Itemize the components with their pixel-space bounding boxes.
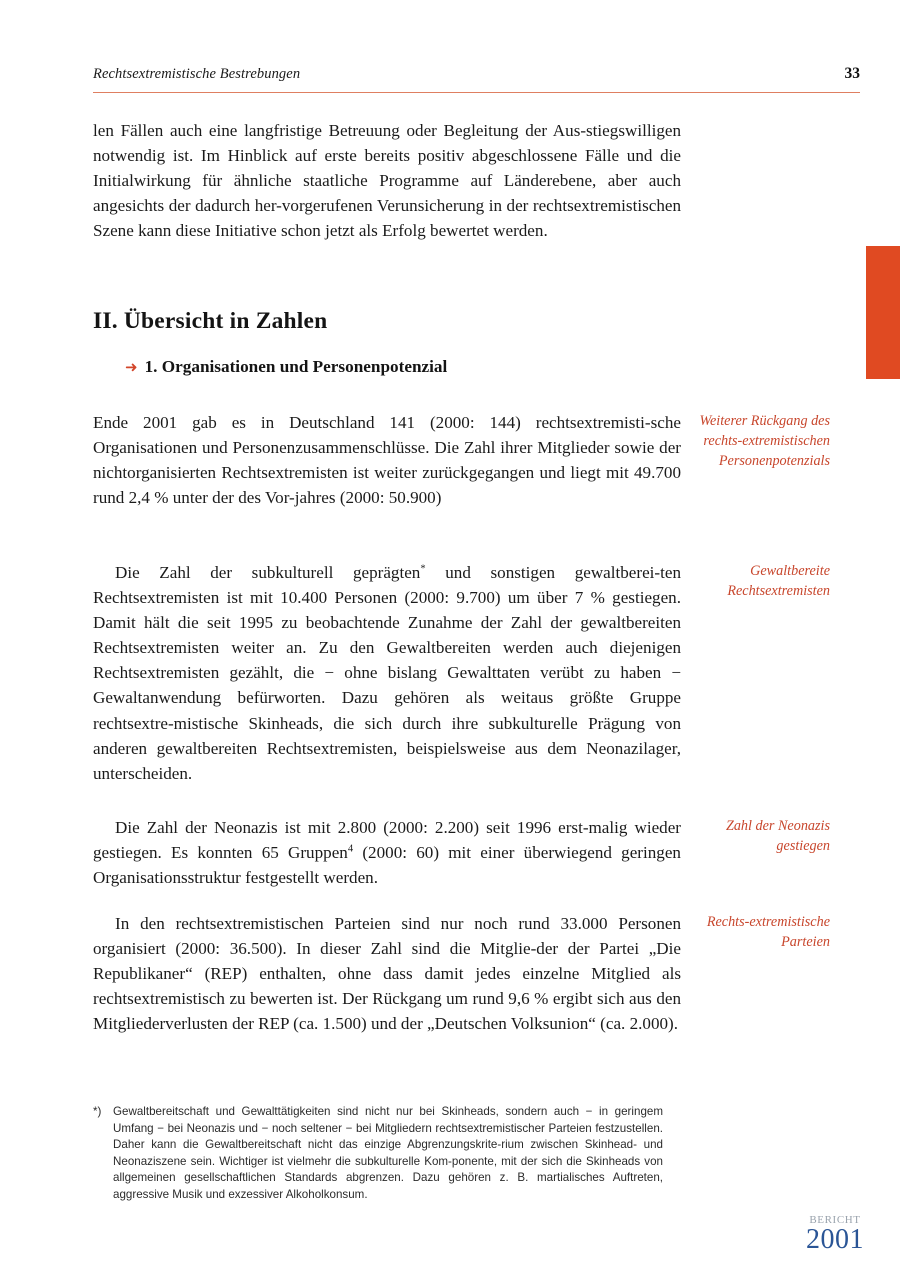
paragraph-text: len Fällen auch eine langfristige Betreuung oder Begleitung der Aus-stiegswilligen notwendig ist. Im Hinblick auf erste bereits positiv abgeschlossene Fälle und die Initialwirkung für ähnliche staatliche Programme auf Länderebene, aber auch angesichts der dadurch her-vorgerufenen Verunsicherung in der rechtsextremistischen Szene kann diese Initiative schon jetzt als Erfolg bewertet werden. [93,121,681,241]
section-heading: II. Übersicht in Zahlen [93,308,328,334]
paragraph-text [93,815,681,890]
header-rule [93,92,860,93]
page-number: 33 [844,65,860,82]
paragraph-text: Ende 2001 gab es in Deutschland 141 (2000: 144) rechtsextremisti-sche Organisationen und Personenzusammenschlüsse. Die Zahl ihrer Mitglieder sowie der nichtorganisierten Rechtsextremisten ist weiter zurückgegangen und liegt mit 49.700 rund 2,4 % unter der des Vor-jahres (2000: 50.900) [93,413,681,508]
margin-note-4: Rechts-extremistische Parteien [706,914,830,950]
paragraph-block-organisationen [93,410,681,510]
running-header [93,66,860,94]
footnote-marker-asterisk: * [420,563,426,575]
paragraph-text [93,560,681,786]
margin-note-3: Zahl der Neonazis gestiegen [725,818,830,854]
footnote-marker-4: 4 [347,843,354,855]
report-logo [790,1212,880,1254]
footnote-text: Gewaltbereitschaft und Gewalttätigkeiten sind nicht nur bei Skinheads, sondern auch − in geringem Umfang − bei Neonazis und − noch seltener − bei Mitgliedern rechtsextremistischer Parteien festzustellen. Daher kann die Gewaltbereitschaft nicht das einzige Abgrenzungskrite-rium zwischen Skinhead- und Neonaziszene sein. Wichtiger ist vielmehr die subkulturelle Kom-ponente, mit der sich die Skinheads von allgemeinen gesellschaftlichen Standards abgrenzen. Dazu gehören z. B. martialisches Auftreten, aggressive Musik und exzessiver Alkoholkonsum. [113,1105,663,1201]
margin-note-2: Gewaltbereite Rechtsextremisten [727,563,830,599]
logo-word: bericht [809,1211,861,1227]
paragraph-text-part-a: Die Zahl der subkulturell geprägten [115,563,421,582]
chapter-edge-tab [866,246,900,379]
paragraph-block-parteien [93,911,681,1036]
footnote-marker: *) [93,1105,102,1118]
paragraph-text-part-b: und sonstigen gewaltberei-ten Rechtsextremisten ist mit 10.400 Personen (2000: 9.700) um über 7 % gestiegen. Damit hält die seit 1995 zu beobachtende Zunahme der Zahl der gewaltbereiten Rechtsextremisten weiter an. Zu den Gewaltbereiten werden auch diejenigen Rechtsextremisten gezählt, die − ohne bislang Gewalttaten verübt zu haben − Gewaltanwendung befürworten. Dazu gehören als weitaus größte Gruppe rechtsextre-mistische Skinheads, die sich durch ihre subkulturelle Prägung von anderen gewaltbereiten Rechtsextremisten, beispielsweise aus dem Neonazilager, unterscheiden. [93,563,681,783]
logo-year: 2001 [806,1224,864,1255]
paragraph-text-part-a: Die Zahl der Neonazis ist mit 2.800 (2000: 2.200) seit 1996 erst-malig wieder gestiegen. Es konnten 65 Gruppen [93,818,681,863]
paragraph-text-part-b: (2000: 60) mit einer überwiegend geringen Organisationsstruktur festgestellt werden. [93,843,681,888]
arrow-right-icon: ➜ [125,358,138,376]
footnote-block [93,1104,663,1204]
subsection-heading [125,357,447,377]
paragraph-block-neonazis [93,815,681,890]
header-title: Rechtsextremistische Bestrebungen [93,66,301,82]
subsection-heading-label: 1. Organisationen und Personenpotenzial [144,357,448,376]
paragraph-block-gewaltbereite [93,560,681,786]
paragraph-block-continuation [93,118,681,243]
paragraph-text: In den rechtsextremistischen Parteien sind nur noch rund 33.000 Personen organisiert (2000: 36.500). In dieser Zahl sind die Mitglie-der der Partei „Die Republikaner“ (REP) enthalten, ohne dass damit jedes einzelne Mitglied als rechtsextremistisch zu bewerten ist. Der Rückgang um rund 9,6 % ergibt sich aus den Mitgliederverlusten der REP (ca. 1.500) und der „Deutschen Volksunion“ (ca. 2.000). [93,914,681,1034]
margin-note-1: Weiterer Rückgang des rechts-extremistischen Personenpotenzials [699,413,830,469]
